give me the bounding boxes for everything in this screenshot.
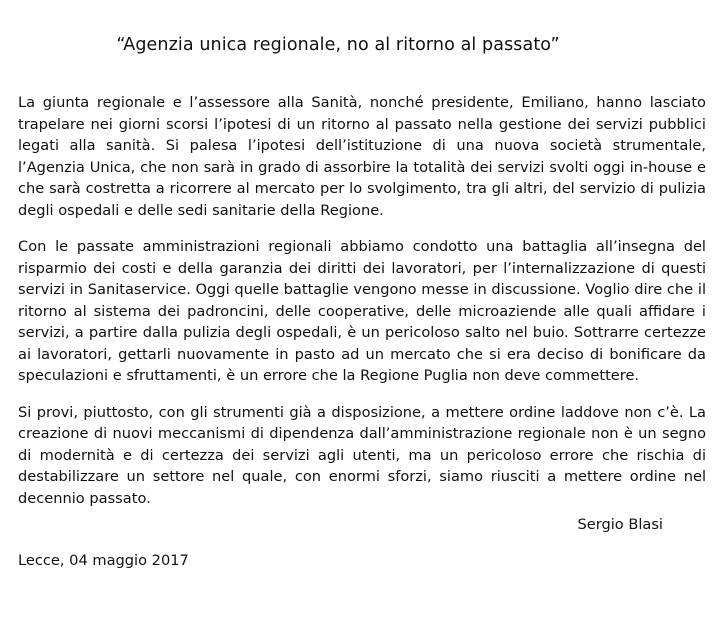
document-body (18, 92, 706, 509)
paragraph-3: Si provi, piuttosto, con gli strumenti già a disposizione, a mettere ordine laddove non c’è. La creazione di nuovi meccanismi di dipendenza dall’amministrazione regionale non è un segno di modernità e di certezza dei servizi agli utenti, ma un pericoloso errore che rischia di destabilizzare un settore nel quale, con enormi sforzi, siamo riusciti a mettere ordine nel decennio passato. (18, 403, 706, 507)
document-title-text: “Agenzia unica regionale, no al ritorno al passato” (116, 35, 560, 55)
document-title (0, 33, 718, 57)
paragraph-2: Con le passate amministrazioni regionali abbiamo condotto una battaglia all’insegna del risparmio dei costi e della garanzia dei diritti dei lavoratori, per l’internalizzazione di questi servizi in Sanitaservice. Oggi quelle battaglie vengono messe in discussione. Voglio dire che il ritorno al sistema dei padroncini, delle cooperative, delle microaziende alle quali affidare i servizi, a partire dalla pulizia degli ospedali, è un pericoloso salto nel buio. Sottrarre certezze ai lavoratori, gettarli nuovamente in pasto ad un mercato che si era deciso di bonificare da speculazioni e sfruttamenti, è un errore che la Regione Puglia non deve commettere. (18, 238, 706, 384)
paragraph-1: La giunta regionale e l’assessore alla Sanità, nonché presidente, Emiliano, hanno lasciato trapelare nei giorni scorsi l’ipotesi di un ritorno al passato nella gestione dei servizi pubblici legati alla sanità. Si palesa l’ipotesi dell’istituzione di una nuova società strumentale, l’Agenzia Unica, che non sarà in grado di assorbire la totalità dei servizi svolti oggi in-house e che sarà costretta a ricorrere al mercato per lo svolgimento, tra gli altri, del servizio di pulizia degli ospedali e delle sedi sanitarie della Regione. (18, 94, 706, 219)
signature: Sergio Blasi (577, 516, 663, 533)
place-date: Lecce, 04 maggio 2017 (18, 552, 189, 569)
